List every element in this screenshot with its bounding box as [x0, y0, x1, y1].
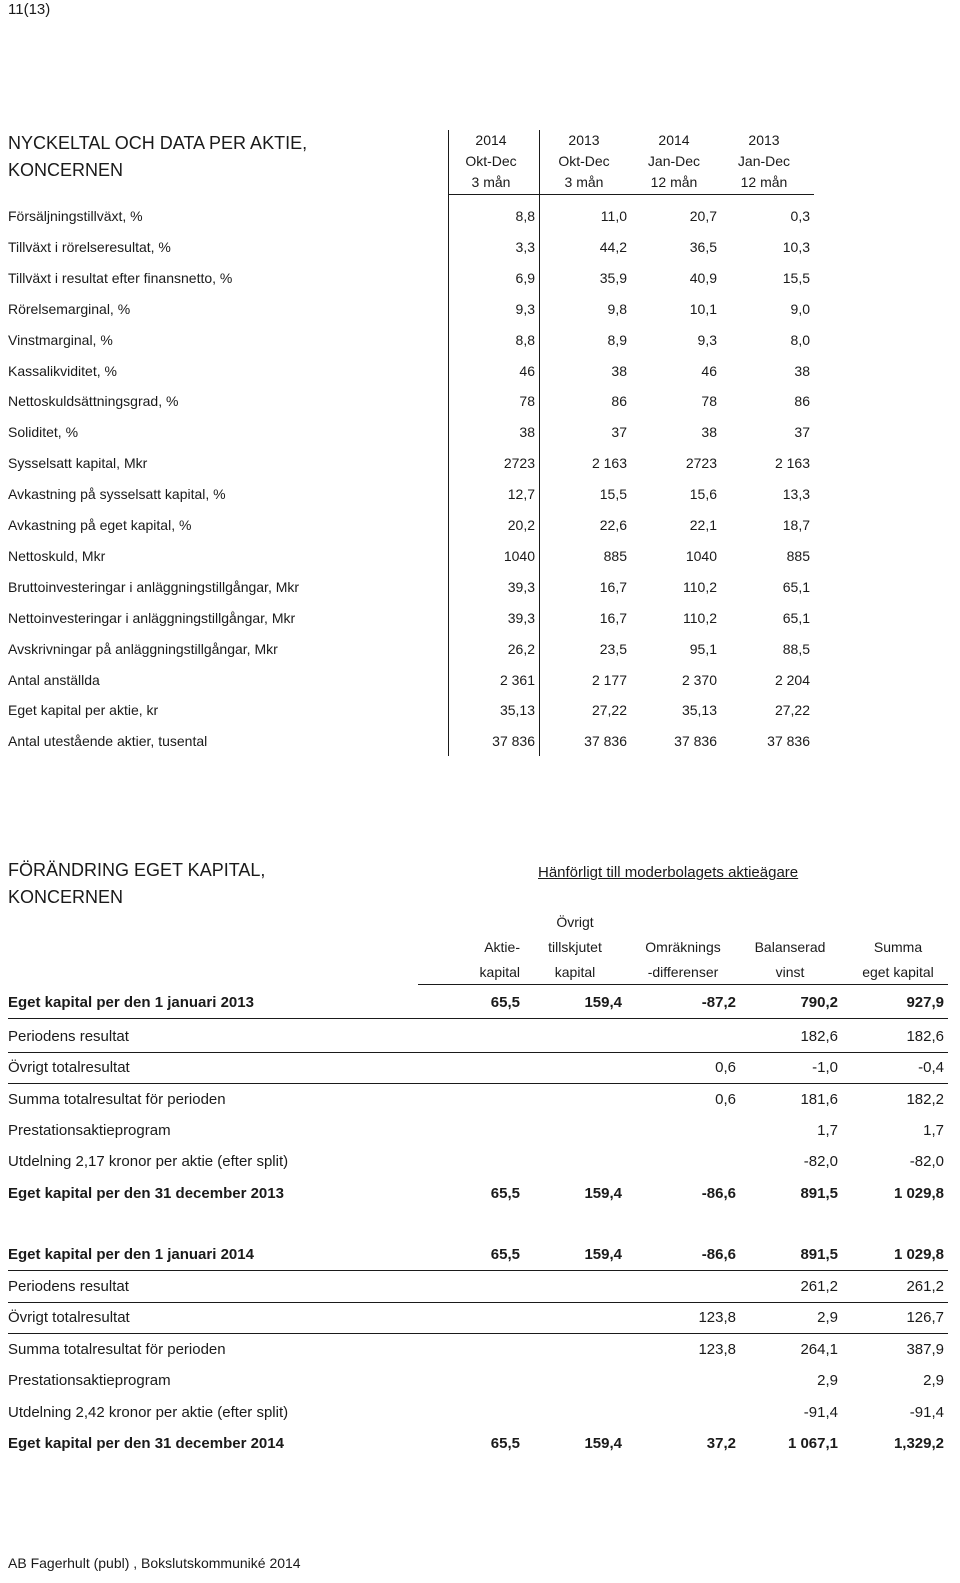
col-header-line: 2013 [748, 132, 780, 148]
cell-value: 22,1 [689, 517, 717, 533]
cell-value: 38 [794, 362, 810, 379]
row-label: Prestationsaktieprogram [8, 1372, 171, 1389]
cell-value: -87,2 [701, 994, 736, 1011]
col-header-line: 12 mån [740, 174, 788, 190]
cell-value: 2 204 [774, 671, 810, 688]
cell-value: 26,2 [507, 640, 535, 657]
cell-value: -0,4 [918, 1059, 944, 1076]
cell-value: 46 [701, 362, 717, 379]
col-header-line: 2014 [658, 132, 690, 148]
col-header-line: Summa [873, 939, 923, 955]
row-label: Rörelsemarginal, % [8, 300, 131, 317]
cell-value: 1040 [503, 547, 535, 564]
cell-value: 790,2 [800, 994, 838, 1011]
cell-value: 13,3 [782, 486, 810, 503]
cell-value: 0,6 [715, 1059, 736, 1076]
cell-value: 10,1 [689, 300, 717, 317]
cell-value: 2 163 [774, 455, 810, 472]
row-label: Försäljningstillväxt, % [8, 208, 143, 224]
table2-title-line: KONCERNEN [8, 887, 124, 907]
col-header-line: Jan-Dec [647, 153, 701, 169]
cell-value: 38 [519, 424, 535, 441]
table2-col-header [740, 935, 840, 985]
cell-value: 159,4 [584, 994, 622, 1011]
cell-value: 123,8 [698, 1341, 736, 1358]
table-row [0, 356, 960, 387]
cell-value: 86 [611, 393, 627, 410]
cell-value: 65,1 [782, 609, 810, 626]
table-row [0, 1239, 960, 1270]
row-label: Eget kapital per den 31 december 2014 [8, 1435, 284, 1452]
cell-value: 27,22 [591, 702, 627, 719]
table-row [0, 1428, 960, 1459]
row-label: Avkastning på sysselsatt kapital, % [8, 486, 226, 503]
cell-value: 65,5 [490, 994, 520, 1011]
cell-value: 2,9 [817, 1309, 838, 1326]
cell-value: 927,9 [906, 994, 944, 1011]
cell-value: 35,13 [499, 702, 535, 719]
table-row [0, 987, 960, 1018]
table2-title-line: FÖRÄNDRING EGET KAPITAL, [8, 860, 266, 880]
col-header-line: Okt-Dec [558, 153, 610, 169]
cell-value: 39,3 [507, 578, 535, 595]
cell-value: 78 [519, 393, 535, 410]
cell-value: 11,0 [600, 208, 627, 224]
col-header-line: kapital [479, 964, 520, 980]
cell-value: 1 029,8 [893, 1246, 944, 1263]
cell-value: 36,5 [689, 238, 717, 255]
col-header-line: 2013 [568, 132, 600, 148]
table-row [0, 448, 960, 479]
col-header-line: kapital [554, 964, 596, 980]
cell-value: 2 361 [499, 671, 535, 688]
cell-value: 8,8 [515, 208, 535, 224]
col-header-line: 12 mån [650, 174, 698, 190]
table-row [0, 232, 960, 263]
table-row [0, 1084, 960, 1115]
table2-col-header [430, 935, 520, 985]
page-number: 11(13) [8, 1, 51, 18]
cell-value: 0,3 [790, 208, 810, 224]
col-header-line: -differenser [647, 964, 719, 980]
table2-attribution: Hänförligt till moderbolagets aktieägare [538, 864, 799, 881]
row-label: Avskrivningar på anläggningstillgångar, Mkr [8, 640, 278, 657]
col-header-line: tillskjutet [548, 939, 602, 955]
table-row [0, 1146, 960, 1177]
table-row [0, 294, 960, 325]
cell-value: 110,2 [683, 609, 717, 626]
cell-value: 27,22 [774, 702, 810, 719]
row-label: Periodens resultat [8, 1278, 129, 1295]
row-label: Soliditet, % [8, 424, 79, 441]
table-row [0, 1397, 960, 1428]
cell-value: -86,6 [701, 1246, 736, 1263]
table2-col-header [848, 935, 948, 985]
cell-value: 15,5 [599, 486, 627, 503]
row-label: Utdelning 2,42 kronor per aktie (efter split) [8, 1404, 289, 1421]
row-label: Antal utestående aktier, tusental [8, 733, 208, 750]
table-row [0, 1365, 960, 1396]
cell-value: 2 370 [681, 671, 717, 688]
cell-value: -91,4 [909, 1404, 944, 1421]
cell-value: -82,0 [803, 1153, 838, 1170]
table1-title-line: NYCKELTAL OCH DATA PER AKTIE, [8, 133, 308, 153]
cell-value: 95,1 [689, 640, 717, 657]
cell-value: 10,3 [782, 238, 810, 255]
cell-value: 23,5 [599, 640, 627, 657]
col-header-line: vinst [775, 964, 805, 980]
cell-value: 16,7 [599, 578, 627, 595]
cell-value: 8,9 [607, 331, 627, 348]
row-label: Summa totalresultat för perioden [8, 1341, 226, 1358]
cell-value: 86 [794, 393, 810, 410]
cell-value: 387,9 [906, 1341, 944, 1358]
table-row [0, 726, 960, 757]
col-header-line: 3 mån [564, 174, 604, 190]
row-label: Bruttoinvesteringar i anläggningstillgångar, Mkr [8, 578, 300, 595]
col-header-line: 2014 [475, 132, 507, 148]
cell-value: 22,6 [599, 517, 627, 533]
row-label: Vinstmarginal, % [8, 331, 113, 348]
table-row [0, 603, 960, 634]
col-header-line: Övrigt [556, 914, 594, 930]
cell-value: 37 [611, 424, 627, 441]
col-header-line: Jan-Dec [737, 153, 791, 169]
cell-value: 65,5 [490, 1185, 520, 1202]
col-header-line: Balanserad [754, 939, 826, 955]
cell-value: 159,4 [584, 1435, 622, 1452]
cell-value: 182,6 [800, 1028, 838, 1045]
table-row [0, 1115, 960, 1146]
row-label: Tillväxt i rörelseresultat, % [8, 238, 171, 255]
cell-value: 65,5 [490, 1246, 520, 1263]
cell-value: 35,13 [681, 702, 717, 719]
cell-value: 37 [794, 424, 810, 441]
cell-value: 9,3 [697, 331, 717, 348]
row-label: Tillväxt i resultat efter finansnetto, % [8, 269, 233, 286]
table-row [0, 325, 960, 356]
table-row [0, 1021, 960, 1052]
table-row [0, 572, 960, 603]
row-label: Nettoskuldsättningsgrad, % [8, 393, 179, 410]
cell-value: 35,9 [599, 269, 627, 286]
cell-value: 38 [611, 362, 627, 379]
row-label: Eget kapital per den 1 januari 2014 [8, 1246, 254, 1263]
table1-col-header [719, 130, 809, 193]
row-label: Periodens resultat [8, 1028, 129, 1045]
table-row [0, 510, 960, 541]
col-header-line: 3 mån [471, 174, 511, 190]
row-label: Nettoinvesteringar i anläggningstillgångar, Mkr [8, 609, 296, 626]
row-label: Kassalikviditet, % [8, 362, 117, 379]
cell-value: 40,9 [689, 269, 717, 286]
cell-value: -1,0 [812, 1059, 838, 1076]
cell-value: 1,7 [923, 1122, 944, 1139]
cell-value: 2 177 [591, 671, 627, 688]
footer: AB Fagerhult (publ) , Bokslutskommuniké 2014 [8, 1555, 301, 1571]
row-label: Eget kapital per aktie, kr [8, 702, 159, 719]
row-label: Eget kapital per den 1 januari 2013 [8, 994, 254, 1011]
cell-value: 65,1 [782, 578, 810, 595]
table2-title [8, 857, 265, 911]
cell-value: 65,5 [490, 1435, 520, 1452]
table-row [0, 386, 960, 417]
cell-value: 0,6 [715, 1091, 736, 1108]
cell-value: 110,2 [683, 578, 717, 595]
cell-value: 88,5 [782, 640, 810, 657]
cell-value: 8,8 [515, 331, 535, 348]
table-row [0, 479, 960, 510]
row-label: Eget kapital per den 31 december 2013 [8, 1185, 284, 1202]
cell-value: 2723 [503, 455, 535, 472]
cell-value: 1 067,1 [787, 1435, 838, 1452]
cell-value: -91,4 [803, 1404, 838, 1421]
table-row [0, 695, 960, 726]
cell-value: 2,9 [817, 1372, 838, 1389]
cell-value: 3,3 [515, 238, 535, 255]
table-row [0, 1178, 960, 1209]
cell-value: 891,5 [800, 1185, 838, 1202]
cell-value: 181,6 [800, 1091, 838, 1108]
cell-value: 1 029,8 [893, 1185, 944, 1202]
cell-value: 46 [519, 362, 535, 379]
col-header-line: Aktie- [484, 939, 520, 955]
col-header-line: Omräknings [645, 939, 721, 955]
cell-value: 9,8 [607, 300, 627, 317]
table2-header-rule [418, 984, 948, 985]
cell-value: 20,2 [507, 517, 535, 533]
cell-value: 891,5 [800, 1246, 838, 1263]
cell-value: 1,7 [817, 1122, 838, 1139]
cell-value: 123,8 [698, 1309, 736, 1326]
cell-value: 37 836 [674, 733, 717, 750]
row-label: Avkastning på eget kapital, % [8, 517, 192, 533]
row-label: Antal anställda [8, 671, 100, 688]
row-label: Sysselsatt kapital, Mkr [8, 455, 148, 472]
col-header-line: eget kapital [862, 964, 934, 980]
cell-value: 885 [603, 547, 627, 564]
cell-value: 6,9 [515, 269, 535, 286]
cell-value: 37 836 [584, 733, 627, 750]
cell-value: 15,5 [782, 269, 810, 286]
cell-value: 78 [701, 393, 717, 410]
table2-col-header [525, 910, 625, 985]
cell-value: 261,2 [800, 1278, 838, 1295]
row-divider [8, 1018, 948, 1019]
row-label: Övrigt totalresultat [8, 1309, 130, 1326]
cell-value: 44,2 [599, 238, 627, 255]
table-row [0, 417, 960, 448]
table-row [0, 634, 960, 665]
cell-value: 39,3 [507, 609, 535, 626]
table-row [0, 263, 960, 294]
table-row [0, 541, 960, 572]
table-row [0, 1271, 960, 1302]
table1-col-header [446, 130, 536, 193]
cell-value: 37 836 [767, 733, 810, 750]
cell-value: 38 [701, 424, 717, 441]
cell-value: 261,2 [906, 1278, 944, 1295]
cell-value: 18,7 [782, 517, 810, 533]
row-label: Summa totalresultat för perioden [8, 1091, 226, 1108]
row-label: Övrigt totalresultat [8, 1059, 130, 1076]
table1-col-header [539, 130, 629, 193]
cell-value: -82,0 [909, 1153, 944, 1170]
row-label: Prestationsaktieprogram [8, 1122, 171, 1139]
table-row [0, 201, 960, 232]
cell-value: 9,0 [790, 300, 810, 317]
col-header-line: Okt-Dec [465, 153, 517, 169]
cell-value: 2 163 [591, 455, 627, 472]
cell-value: 182,6 [906, 1028, 944, 1045]
cell-value: -86,6 [701, 1185, 736, 1202]
cell-value: 2723 [685, 455, 717, 472]
table-row [0, 665, 960, 696]
cell-value: 20,7 [689, 208, 717, 224]
cell-value: 1,329,2 [893, 1435, 944, 1452]
cell-value: 37,2 [706, 1435, 736, 1452]
cell-value: 182,2 [906, 1091, 944, 1108]
table1-col-header [629, 130, 719, 193]
cell-value: 159,4 [584, 1185, 622, 1202]
cell-value: 9,3 [515, 300, 535, 317]
row-label: Utdelning 2,17 kronor per aktie (efter split) [8, 1153, 289, 1170]
table-row [0, 1302, 960, 1333]
row-label: Nettoskuld, Mkr [8, 547, 106, 564]
cell-value: 12,7 [507, 486, 535, 503]
table1-title [8, 130, 307, 184]
cell-value: 2,9 [923, 1372, 944, 1389]
table-row [0, 1052, 960, 1083]
cell-value: 15,6 [689, 486, 717, 503]
table2-col-header [628, 935, 738, 985]
table-row [0, 1334, 960, 1365]
table1-header-rule [448, 194, 814, 195]
cell-value: 126,7 [906, 1309, 944, 1326]
cell-value: 16,7 [599, 609, 627, 626]
cell-value: 1040 [685, 547, 717, 564]
cell-value: 885 [786, 547, 810, 564]
cell-value: 159,4 [584, 1246, 622, 1263]
cell-value: 37 836 [492, 733, 535, 750]
cell-value: 264,1 [800, 1341, 838, 1358]
cell-value: 8,0 [790, 331, 810, 348]
table1-title-line: KONCERNEN [8, 160, 124, 180]
